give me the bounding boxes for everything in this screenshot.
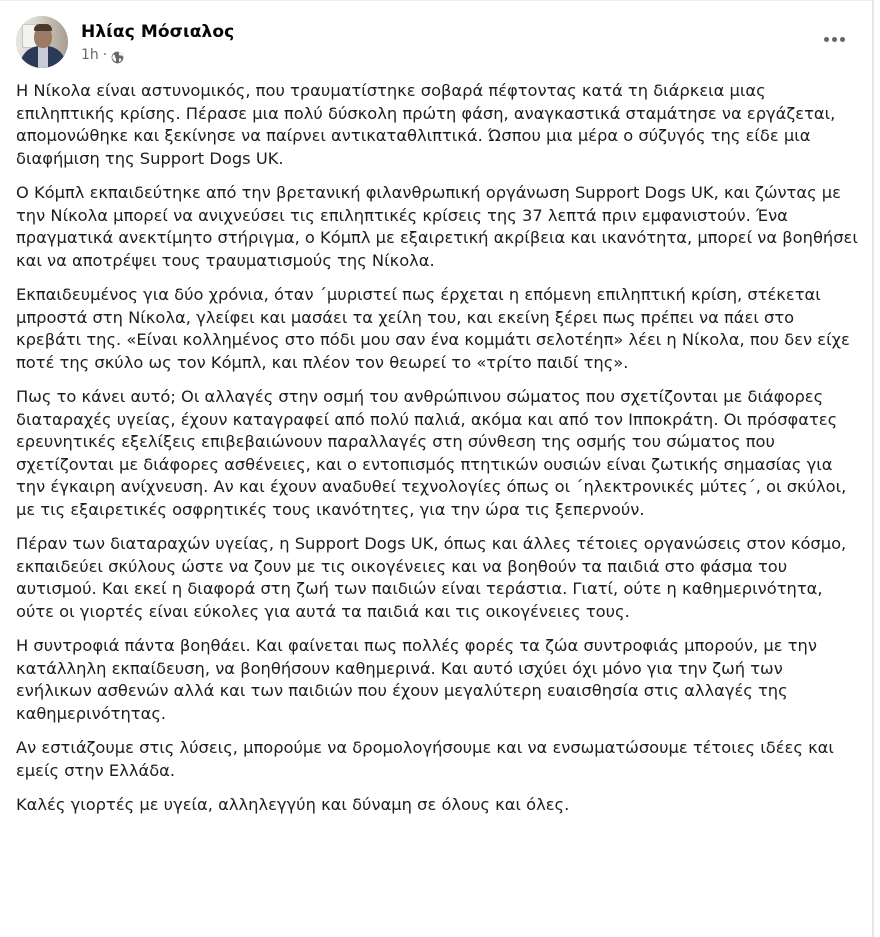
post-paragraph-3: Εκπαιδευμένος για δύο χρόνια, όταν ΄μυριστεί πως έρχεται η επόμενη επιληπτική κρίση, στέκεται μπροστά στη Νίκολα, γλείφει και μασάει τα χείλη του, και εκείνη ξέρει πως πρέπει να πάει στο κρεβάτι της. «Είναι κολλημένος στο πόδι μου σαν ένα κομμάτι σελοτέηπ» λέει η Νίκολα, που δεν είχε ποτέ της σκύλο ως τον Κόμπλ, και πλέον τον θεωρεί το «τρίτο παιδί της».	[16, 284, 850, 372]
post-paragraph-2: Ο Κόμπλ εκπαιδεύτηκε από την βρετανική φιλανθρωπική οργάνωση Support Dogs UK, και ζώντας με την Νίκολα μπορεί να ανιχνεύσει τις επιληπτικές κρίσεις της 37 λεπτά πριν εμφανιστούν. Ένα πραγματικά ανεκτίμητο στήριγμα, ο Κόμπλ με εξαιρετική ακρίβεια και ικανότητα, μπορεί να βοηθήσει και να αποτρέψει τους τραυματισμούς της Νίκολα.	[16, 182, 858, 270]
header-text	[81, 21, 234, 64]
meta-separator: ·	[102, 46, 108, 63]
more-options-icon-dot	[824, 37, 829, 42]
avatar-hair	[34, 24, 52, 31]
post-meta	[81, 46, 234, 64]
author-name-link[interactable]: Ηλίας Μόσιαλος	[81, 21, 235, 42]
post-text	[16, 80, 862, 828]
more-options-icon-dot	[832, 37, 837, 42]
post-header	[16, 16, 234, 68]
post-paragraph-4: Πως το κάνει αυτό; Οι αλλαγές στην οσμή του ανθρώπινου σώματος που σχετίζονται με διάφορες διαταραχές υγείας, έχουν καταγραφεί από πολύ παλιά, ακόμα και από τον Ιπποκράτη. Οι πρόσφατες ερευνητικές εξελίξεις επιβεβαιώνουν παραλλαγές στη σύνθεση της οσμής του σώματος που σχετίζονται με διάφορες ασθένειες, και ο εντοπισμός πτητικών ουσιών είναι ζωτικής σημασίας για την έγκαιρη ανίχνευση. Αν και έχουν αναδυθεί τεχνολογίες όπως οι ΄ηλεκτρονικές μύτες΄, οι σκύλοι, με τις εξαιρετικές οσφρητικές τους ικανότητες, για την ώρα τις ξεπερνούν.	[16, 386, 847, 519]
post-paragraph-5: Πέραν των διαταραχών υγείας, η Support Dogs UK, όπως και άλλες τέτοιες οργανώσεις στον κόσμο, εκπαιδεύει σκύλους ώστε να ζουν με τις οικογένειες και να βοηθούν τα παιδιά στο φάσμα του αυτισμού. Και εκεί η διαφορά στη ζωή των παιδιών είναι τεράστια. Γιατί, ούτε η καθημερινότητα, ούτε οι γιορτές είναι εύκολες για αυτά τα παιδιά και τις οικογένειες τους.	[16, 534, 847, 621]
more-options-icon-dot	[840, 37, 845, 42]
post-paragraph-8: Καλές γιορτές με υγεία, αλληλεγγύη και δύναμη σε όλους και όλες.	[16, 794, 570, 814]
post-timestamp[interactable]: 1h	[81, 46, 99, 63]
more-options-button[interactable]	[818, 27, 850, 51]
post-paragraph-6: Η συντροφιά πάντα βοηθάει. Και φαίνεται πως πολλές φορές τα ζώα συντροφιάς μπορούν, με την κατάλληλη εκπαίδευση, να βοηθήσουν καθημερινά. Και αυτό ισχύει όχι μόνο για την ζωή των ενήλικων ασθενών αλλά και των παιδιών που έχουν μεγαλύτερη ευαισθησία στις αλλαγές της καθημερινότητας.	[16, 636, 817, 723]
post-paragraph-7: Αν εστιάζουμε στις λύσεις, μπορούμε να δρομολογήσουμε και να ενσωματώσουμε τέτοιες ιδέες και εμείς στην Ελλάδα.	[16, 738, 834, 780]
globe-icon[interactable]	[111, 48, 124, 61]
post-paragraph-1: Η Νίκολα είναι αστυνομικός, που τραυματίστηκε σοβαρά πέφτοντας κατά τη διάρκεια μιας επιληπτικής κρίσης. Πέρασε μια πολύ δύσκολη πρώτη φάση, αναγκαστικά σταμάτησε να εργάζεται, απομονώθηκε και ξεκίνησε να παίρνει αντικαταθλιπτικά. Ώσπου μια μέρα ο σύζυγός της είδε μια διαφήμιση της Support Dogs UK.	[16, 81, 836, 168]
avatar-shirt	[38, 46, 48, 68]
author-avatar[interactable]	[16, 16, 68, 68]
